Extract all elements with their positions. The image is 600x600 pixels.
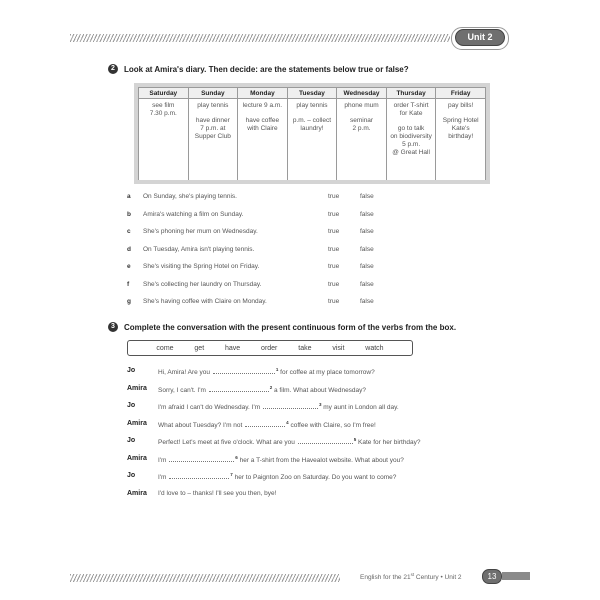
verb-option: get xyxy=(194,344,205,352)
diary-entry-line: go to talk xyxy=(397,125,425,132)
diary-day-cell xyxy=(386,99,436,181)
blank-number: 2 xyxy=(269,384,273,390)
diary-gap xyxy=(238,110,287,117)
line-text-after: my aunt in London all day. xyxy=(323,404,399,412)
false-option[interactable]: false xyxy=(360,193,374,200)
line-text-after: for coffee at my place tomorrow? xyxy=(280,369,375,377)
statement-letter: e xyxy=(127,263,131,270)
diary-day-cell xyxy=(238,99,288,181)
speaker-name: Jo xyxy=(127,437,136,444)
diary-entry-line: see film xyxy=(152,102,175,109)
diary-gap xyxy=(436,110,485,117)
exercise-3-instruction: Complete the conversation with the present continuous form of the verbs from the box. xyxy=(124,323,457,332)
diary-entry-line: have coffee xyxy=(245,117,280,124)
answer-blank[interactable] xyxy=(209,386,269,392)
diary-entry-line: laundry! xyxy=(300,125,324,132)
speaker-name: Amira xyxy=(127,384,147,392)
diary-entry-line: on biodiversity xyxy=(390,133,432,140)
diary-entry-line: pay bills! xyxy=(448,102,474,109)
diary-entry-line: play tennis xyxy=(296,102,328,109)
line-text xyxy=(158,472,396,481)
diary-day-header: Monday xyxy=(238,88,288,99)
page-tab xyxy=(502,572,530,580)
line-text-after: her a T-shirt from the Havealot website. What about you? xyxy=(239,456,404,464)
verb-option: order xyxy=(261,344,278,352)
line-text-before: Perfect! Let's meet at five o'clock. What are you xyxy=(158,439,295,447)
line-text xyxy=(158,455,404,464)
diary-entry-line: seminar xyxy=(349,117,374,124)
diary-day-header: Wednesday xyxy=(337,88,387,99)
statement-text: She's phoning her mum on Wednesday. xyxy=(143,228,258,235)
verb-option: have xyxy=(225,344,241,352)
diary-day-header: Saturday xyxy=(139,88,189,99)
diary-day-cell xyxy=(287,99,337,181)
line-text-after: her to Paignton Zoo on Saturday. Do you want to come? xyxy=(234,474,397,482)
diary-entry-line: 7.30 p.m. xyxy=(149,110,177,117)
line-text-after: coffee with Claire, so I'm free! xyxy=(290,421,376,429)
true-option[interactable]: true xyxy=(328,210,340,218)
statement-letter: d xyxy=(127,245,131,253)
statement-text: Amira's watching a film on Sunday. xyxy=(143,210,244,218)
diary-entry-line: lecture 9 a.m. xyxy=(242,102,283,109)
true-option[interactable]: true xyxy=(328,263,340,270)
answer-blank[interactable] xyxy=(169,473,229,479)
verb-box xyxy=(127,340,413,356)
diary-entry-line: Spring Hotel xyxy=(442,117,479,124)
exercise-2-instruction: Look at Amira's diary. Then decide: are the statements below true or false? xyxy=(124,65,409,74)
blank-number: 6 xyxy=(235,454,238,460)
statement-letter: b xyxy=(127,210,131,218)
diary-entry-line: 2 p.m. xyxy=(352,125,371,132)
line-text-before: I'm xyxy=(158,456,167,464)
unit-badge: Unit 2 xyxy=(455,29,505,46)
conversation-line xyxy=(127,437,467,447)
answer-blank[interactable] xyxy=(245,421,285,427)
conversation-line xyxy=(127,402,467,412)
blank-number: 1 xyxy=(275,367,279,372)
diary-day-cell xyxy=(436,99,486,181)
blank-number: 3 xyxy=(318,402,322,407)
diary-gap xyxy=(337,110,386,117)
statement-letter: f xyxy=(127,280,130,288)
blank-number: 5 xyxy=(353,437,357,442)
diary-gap xyxy=(387,118,436,125)
diary-entry-line: play tennis xyxy=(197,102,229,109)
statement-text: On Tuesday, Amira isn't playing tennis. xyxy=(143,245,255,253)
line-text-after: Kate for her birthday? xyxy=(358,439,421,447)
diary-day-cell xyxy=(337,99,387,181)
line-text xyxy=(158,367,375,376)
line-text-before: I'd love to – thanks! I'll see you then, bye! xyxy=(158,489,277,497)
footer-book-title: English for the 21st Century • Unit 2 xyxy=(360,572,462,582)
verb-option: come xyxy=(156,344,174,352)
line-text-before: What about Tuesday? I'm not xyxy=(158,421,243,429)
footer-rule xyxy=(70,574,340,582)
diary-entry-line: 7 p.m. at xyxy=(200,125,226,132)
diary-gap xyxy=(189,110,238,117)
statement-letter: g xyxy=(127,298,131,305)
speaker-name: Amira xyxy=(127,454,147,462)
line-text xyxy=(158,437,421,446)
conversation-line xyxy=(127,420,467,430)
line-text xyxy=(158,385,366,394)
diary-entry-line: with Claire xyxy=(247,125,278,132)
true-option[interactable]: true xyxy=(328,245,340,253)
line-text-before: Hi, Amira! Are you xyxy=(158,369,211,377)
diary-gap xyxy=(139,118,188,125)
exercise-2-number: 2 xyxy=(108,64,118,74)
diary-entry-line: p.m. – collect xyxy=(292,117,332,124)
answer-blank[interactable] xyxy=(169,456,234,462)
answer-blank[interactable] xyxy=(263,403,318,409)
diary-entry-line: @ Great Hall xyxy=(392,149,430,156)
diary-gap xyxy=(288,110,337,117)
statement-letter: c xyxy=(127,228,131,235)
false-option[interactable]: false xyxy=(360,210,374,218)
statement-letter: a xyxy=(127,193,131,200)
diary-table-frame xyxy=(134,83,490,184)
conversation-line xyxy=(127,490,467,500)
diary-day-header: Thursday xyxy=(386,88,436,99)
speaker-name: Jo xyxy=(127,472,136,479)
false-option[interactable]: false xyxy=(360,245,374,253)
diary-entry-line: 5 p.m. xyxy=(402,141,421,148)
verb-option: take xyxy=(298,344,312,352)
diary-entry-line: order T-shirt xyxy=(393,102,429,109)
statement-text: She's visiting the Spring Hotel on Friday. xyxy=(143,263,260,270)
false-option[interactable]: false xyxy=(360,228,374,235)
diary-entry-line: Supper Club xyxy=(194,133,231,140)
conversation-line xyxy=(127,455,467,465)
true-option[interactable]: true xyxy=(328,193,340,200)
speaker-name: Amira xyxy=(127,489,147,497)
true-option[interactable]: true xyxy=(328,280,340,288)
false-option[interactable]: false xyxy=(360,298,374,305)
diary-day-header: Sunday xyxy=(188,88,238,99)
statement-text: She's collecting her laundry on Thursday. xyxy=(143,280,262,288)
diary-entry-line: for Kate xyxy=(399,110,423,117)
diary-table xyxy=(138,87,486,180)
line-text-before: I'm afraid I can't do Wednesday. I'm xyxy=(158,404,261,412)
line-text-before: Sorry, I can't. I'm xyxy=(158,386,206,394)
conversation-line xyxy=(127,385,467,395)
diary-day-cell xyxy=(139,99,189,181)
false-option[interactable]: false xyxy=(360,263,374,270)
diary-day-header: Tuesday xyxy=(287,88,337,99)
true-option[interactable]: true xyxy=(328,298,340,305)
true-option[interactable]: true xyxy=(328,228,340,235)
false-option[interactable]: false xyxy=(360,280,374,288)
answer-blank[interactable] xyxy=(298,438,353,444)
diary-day-header: Friday xyxy=(436,88,486,99)
speaker-name: Jo xyxy=(127,402,136,409)
conversation-line xyxy=(127,472,467,482)
line-text xyxy=(158,402,399,411)
speaker-name: Jo xyxy=(127,367,136,374)
line-text-before: I'm xyxy=(158,474,167,482)
conversation-line xyxy=(127,367,467,377)
answer-blank[interactable] xyxy=(213,368,275,374)
diary-entry-line: Kate's xyxy=(451,125,470,132)
diary-day-cell xyxy=(188,99,238,181)
verb-option: watch xyxy=(365,344,384,352)
line-text xyxy=(158,490,276,497)
line-text-after: a film. What about Wednesday? xyxy=(274,386,367,394)
blank-number: 4 xyxy=(286,419,289,425)
exercise-3-number: 3 xyxy=(108,322,118,332)
line-text xyxy=(158,420,376,429)
statement-text: On Sunday, she's playing tennis. xyxy=(143,193,237,200)
diary-entry-line: phone mum xyxy=(344,102,379,109)
page-number: 13 xyxy=(482,569,502,584)
header-rule xyxy=(70,34,450,42)
speaker-name: Amira xyxy=(127,419,147,427)
verb-option: visit xyxy=(332,344,345,352)
blank-number: 7 xyxy=(230,472,233,477)
diary-entry-line: have dinner xyxy=(195,117,230,124)
statement-text: She's having coffee with Claire on Monday. xyxy=(143,298,267,305)
diary-entry-line: birthday! xyxy=(448,133,474,140)
